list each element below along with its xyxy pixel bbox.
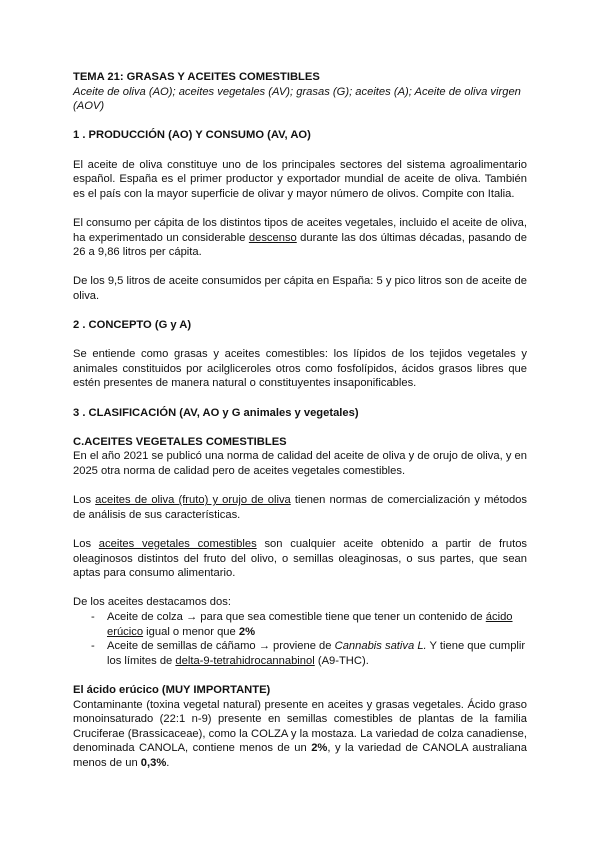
text-run: igual o menor que xyxy=(143,625,239,638)
section-1-paragraph-3: De los 9,5 litros de aceite consumidos per cápita en España: 5 y pico litros son de aceite de oliva. xyxy=(73,275,527,302)
text-run: durante las dos últimas décadas, pasando de 26 a 9,86 litros per cápita. xyxy=(73,231,527,259)
text-run: El consumo per cápita de los distintos tipos de aceites vegetales, incluido el aceite de oliva, ha experimentado un considerable xyxy=(73,216,527,244)
section-c-paragraph-4: De los aceites destacamos dos: xyxy=(73,596,231,609)
bold-value: 0,3% xyxy=(140,756,167,769)
bold-value: 2% xyxy=(238,625,256,638)
document-title: TEMA 21: GRASAS Y ACEITES COMESTIBLES xyxy=(73,71,320,83)
text-run: Y tiene que cumplir los límites de xyxy=(107,640,526,667)
text-run: , y la variedad de CANOLA australiana menos de un xyxy=(73,742,527,769)
section-c-paragraph-1: En el año 2021 se publicó una norma de calidad del aceite de oliva y de orujo de oliva, y en 2025 otra norma de calidad pero de aceites vegetales comestibles. xyxy=(73,450,527,478)
text-run: son cualquier aceite obtenido a partir de frutos oleaginosos distintos del fruto del olivo, o semillas oleaginosas, o sus partes, que sean aptas para consumo alimentario. xyxy=(73,538,528,580)
section-2-heading: 2 . CONCEPTO (G y A) xyxy=(73,319,192,332)
text-run: Aceite de semillas de cáñamo → proviene de xyxy=(107,640,335,653)
text-run: Los xyxy=(73,538,99,550)
underlined-term-aceites-oliva: aceites de oliva (fruto) y orujo de oliva xyxy=(95,494,291,507)
text-run: (A9-THC). xyxy=(314,654,369,667)
text-run: Aceite de colza → para que sea comestible tiene que tener un contenido de xyxy=(107,610,486,623)
section-1-paragraph-1: El aceite de oliva constituye uno de los principales sectores del sistema agroalimentario español. España es el primer productor y exportador mundial de aceite de oliva. También es el país con la mayor superficie de olivar y mayor número de olivos. Compite con Italia. xyxy=(73,158,527,200)
list-item-colza xyxy=(73,610,527,639)
text-run: tienen normas de comercialización y métodos de análisis de sus características. xyxy=(73,494,527,521)
underlined-term-acido-erucico: ácido erúcico xyxy=(107,610,513,638)
list-dash: - xyxy=(91,640,95,653)
document-page xyxy=(73,70,527,771)
aceites-list xyxy=(73,610,527,668)
list-dash: - xyxy=(91,610,95,623)
bold-value: 2% xyxy=(311,742,328,755)
section-c-heading: C.ACEITES VEGETALES COMESTIBLES xyxy=(73,435,287,448)
erucico-heading: El ácido erúcico (MUY IMPORTANTE) xyxy=(73,683,271,696)
text-run: Los xyxy=(73,494,96,507)
text-run: Contaminante (toxina vegetal natural) presente en aceites y grasas vegetales. Ácido graso monoinsaturado (22:1 n-9) presente en semillas comestibles de plantas de la familia Cruciferae (Brassicaceae), como la COLZA y la mostaza. La variedad de colza canadiense, denominada CANOLA, contiene menos de un xyxy=(73,698,527,755)
underlined-term-thc: delta-9-tetrahidrocannabinol xyxy=(175,654,315,667)
section-2-paragraph-1: Se entiende como grasas y aceites comestibles: los lípidos de los tejidos vegetales y animales constituidos por acilgliceroles otros como fosfolípidos, ácidos grasos libres que estén presentes de manera natural o constituyentes insaponificables. xyxy=(73,348,527,390)
text-run: . xyxy=(166,756,170,769)
section-c-paragraph-3 xyxy=(73,537,527,581)
underlined-term-aceites-vegetales: aceites vegetales comestibles xyxy=(98,538,257,550)
list-item-canamo xyxy=(73,639,527,668)
section-3-heading: 3 . CLASIFICACIÓN (AV, AO y G animales y vegetales) xyxy=(73,406,359,419)
section-c-paragraph-2 xyxy=(73,493,527,522)
section-1-heading: 1 . PRODUCCIÓN (AO) Y CONSUMO (AV, AO) xyxy=(73,129,311,142)
erucico-paragraph xyxy=(73,698,527,771)
underlined-term-descenso: descenso xyxy=(248,231,297,244)
italic-species-name: Cannabis sativa L. xyxy=(334,640,427,653)
document-subtitle: Aceite de oliva (AO); aceites vegetales (AV); grasas (G); aceites (A); Aceite de oliva virgen (AOV) xyxy=(73,85,521,113)
section-1-paragraph-2 xyxy=(73,216,527,260)
